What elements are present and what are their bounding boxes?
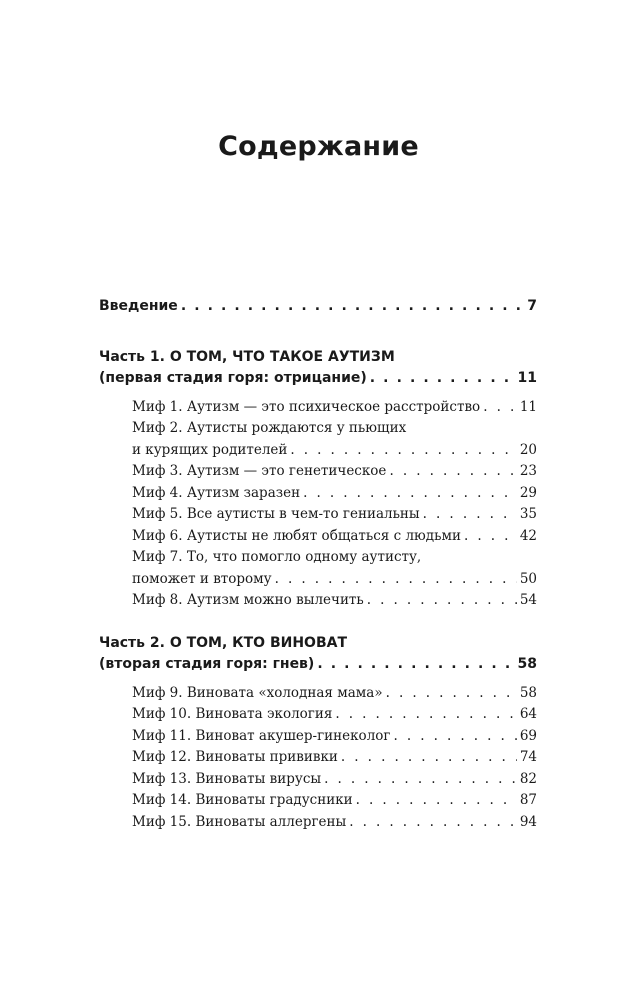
myth-row: [132, 569, 537, 591]
myth-text-line: Миф 7. То, что помогло одному аутисту,: [132, 549, 422, 565]
part-subheading-entry: [99, 654, 537, 676]
myth-row: [132, 526, 537, 548]
dot-leader: [181, 296, 524, 318]
myth-entry: [99, 504, 537, 526]
page-number: 7: [527, 298, 537, 314]
page-number: 82: [519, 770, 537, 787]
part-subheading: (первая стадия горя: отрицание): [99, 370, 367, 386]
dot-leader: [303, 483, 517, 505]
toc-part-1: [99, 347, 537, 612]
page-number: 94: [519, 813, 537, 830]
toc-entry-intro: [99, 296, 537, 318]
myth-row: [132, 440, 537, 462]
myth-row: [132, 790, 537, 812]
myth-entry: [99, 590, 537, 612]
myth-entry: [99, 769, 537, 791]
dot-leader: [386, 683, 517, 705]
myth-list: [99, 683, 537, 834]
toc-part-2: [99, 633, 537, 834]
myth-row: [132, 812, 537, 834]
part-subheading: (вторая стадия горя: гнев): [99, 656, 315, 672]
dot-leader: [423, 504, 517, 526]
myth-row: [132, 726, 537, 748]
myth-text: Миф 1. Аутизм — это психическое расстройство: [132, 398, 481, 415]
part-subheading-entry: [99, 368, 537, 390]
dot-leader: [464, 526, 517, 548]
myth-entry: [99, 812, 537, 834]
page-number: 11: [517, 370, 537, 386]
myth-row: [132, 590, 537, 612]
myth-entry: [99, 726, 537, 748]
myth-text: Миф 13. Виноваты вирусы: [132, 770, 322, 787]
dot-leader: [317, 654, 514, 676]
page-number: 29: [519, 484, 537, 501]
myth-row: [132, 461, 537, 483]
myth-text: Миф 14. Виноваты градусники: [132, 792, 353, 808]
myth-text: Миф 9. Виновата «холодная мама»: [132, 684, 383, 701]
dot-leader: [335, 704, 516, 726]
page-number: 42: [519, 527, 537, 544]
dot-leader: [370, 368, 515, 390]
dot-leader: [290, 440, 516, 462]
myth-row: [132, 704, 537, 726]
dot-leader: [341, 747, 517, 769]
myth-entry: [99, 747, 537, 769]
page-number: 58: [517, 656, 537, 672]
page-number: 54: [519, 592, 537, 608]
dot-leader: [349, 812, 517, 834]
myth-text: поможет и второму: [132, 570, 272, 587]
myth-row: [132, 747, 537, 769]
myth-entry: [99, 790, 537, 812]
myth-text: Миф 12. Виноваты прививки: [132, 749, 338, 765]
myth-entry: [99, 418, 537, 461]
myth-entry: [99, 547, 537, 590]
myth-text: и курящих родителей: [132, 441, 288, 458]
page-number: 74: [519, 749, 537, 765]
page-number: 35: [519, 506, 537, 522]
myth-row: [132, 483, 537, 505]
myth-row: [132, 769, 537, 791]
page-number: 58: [519, 684, 537, 701]
myth-text: Миф 11. Виноват акушер-гинеколог: [132, 727, 391, 744]
myth-text: Миф 10. Виновата экология: [132, 706, 333, 722]
page-title: Содержание: [218, 131, 419, 162]
myth-entry: [99, 704, 537, 726]
dot-leader: [367, 590, 517, 612]
dot-leader: [393, 726, 516, 748]
myth-text: Миф 4. Аутизм заразен: [132, 484, 301, 501]
myth-row: [132, 683, 537, 705]
page-number: 20: [519, 441, 537, 458]
dot-leader: [389, 461, 516, 483]
myth-row: [132, 397, 537, 419]
page-number: 87: [519, 792, 537, 808]
table-of-contents: [99, 296, 537, 833]
myth-entry: [99, 461, 537, 483]
myth-text: Миф 8. Аутизм можно вылечить: [132, 592, 364, 608]
dot-leader: [275, 569, 517, 591]
myth-text: Миф 15. Виноваты аллергены: [132, 813, 347, 830]
myth-entry: [99, 483, 537, 505]
dot-leader: [356, 790, 517, 812]
dot-leader: [483, 397, 517, 419]
myth-text: Миф 6. Аутисты не любят общаться с людьми: [132, 527, 461, 544]
page-number: 64: [519, 706, 537, 722]
toc-entry-label: Введение: [99, 298, 178, 314]
myth-text: Миф 3. Аутизм — это генетическое: [132, 463, 387, 479]
dot-leader: [324, 769, 517, 791]
page-number: 50: [519, 570, 537, 587]
page-number: 23: [519, 463, 537, 479]
myth-text-line: Миф 2. Аутисты рождаются у пьющих: [132, 420, 407, 436]
page-number: 11: [519, 398, 537, 415]
page-number: 69: [519, 727, 537, 744]
myth-text: Миф 5. Все аутисты в чем-то гениальны: [132, 506, 420, 522]
myth-entry: [99, 683, 537, 705]
myth-row: [132, 504, 537, 526]
part-heading: Часть 2. О ТОМ, КТО ВИНОВАТ: [99, 634, 348, 651]
myth-entry: [99, 526, 537, 548]
myth-list: [99, 397, 537, 612]
part-heading: Часть 1. О ТОМ, ЧТО ТАКОЕ АУТИЗМ: [99, 348, 395, 365]
myth-entry: [99, 397, 537, 419]
